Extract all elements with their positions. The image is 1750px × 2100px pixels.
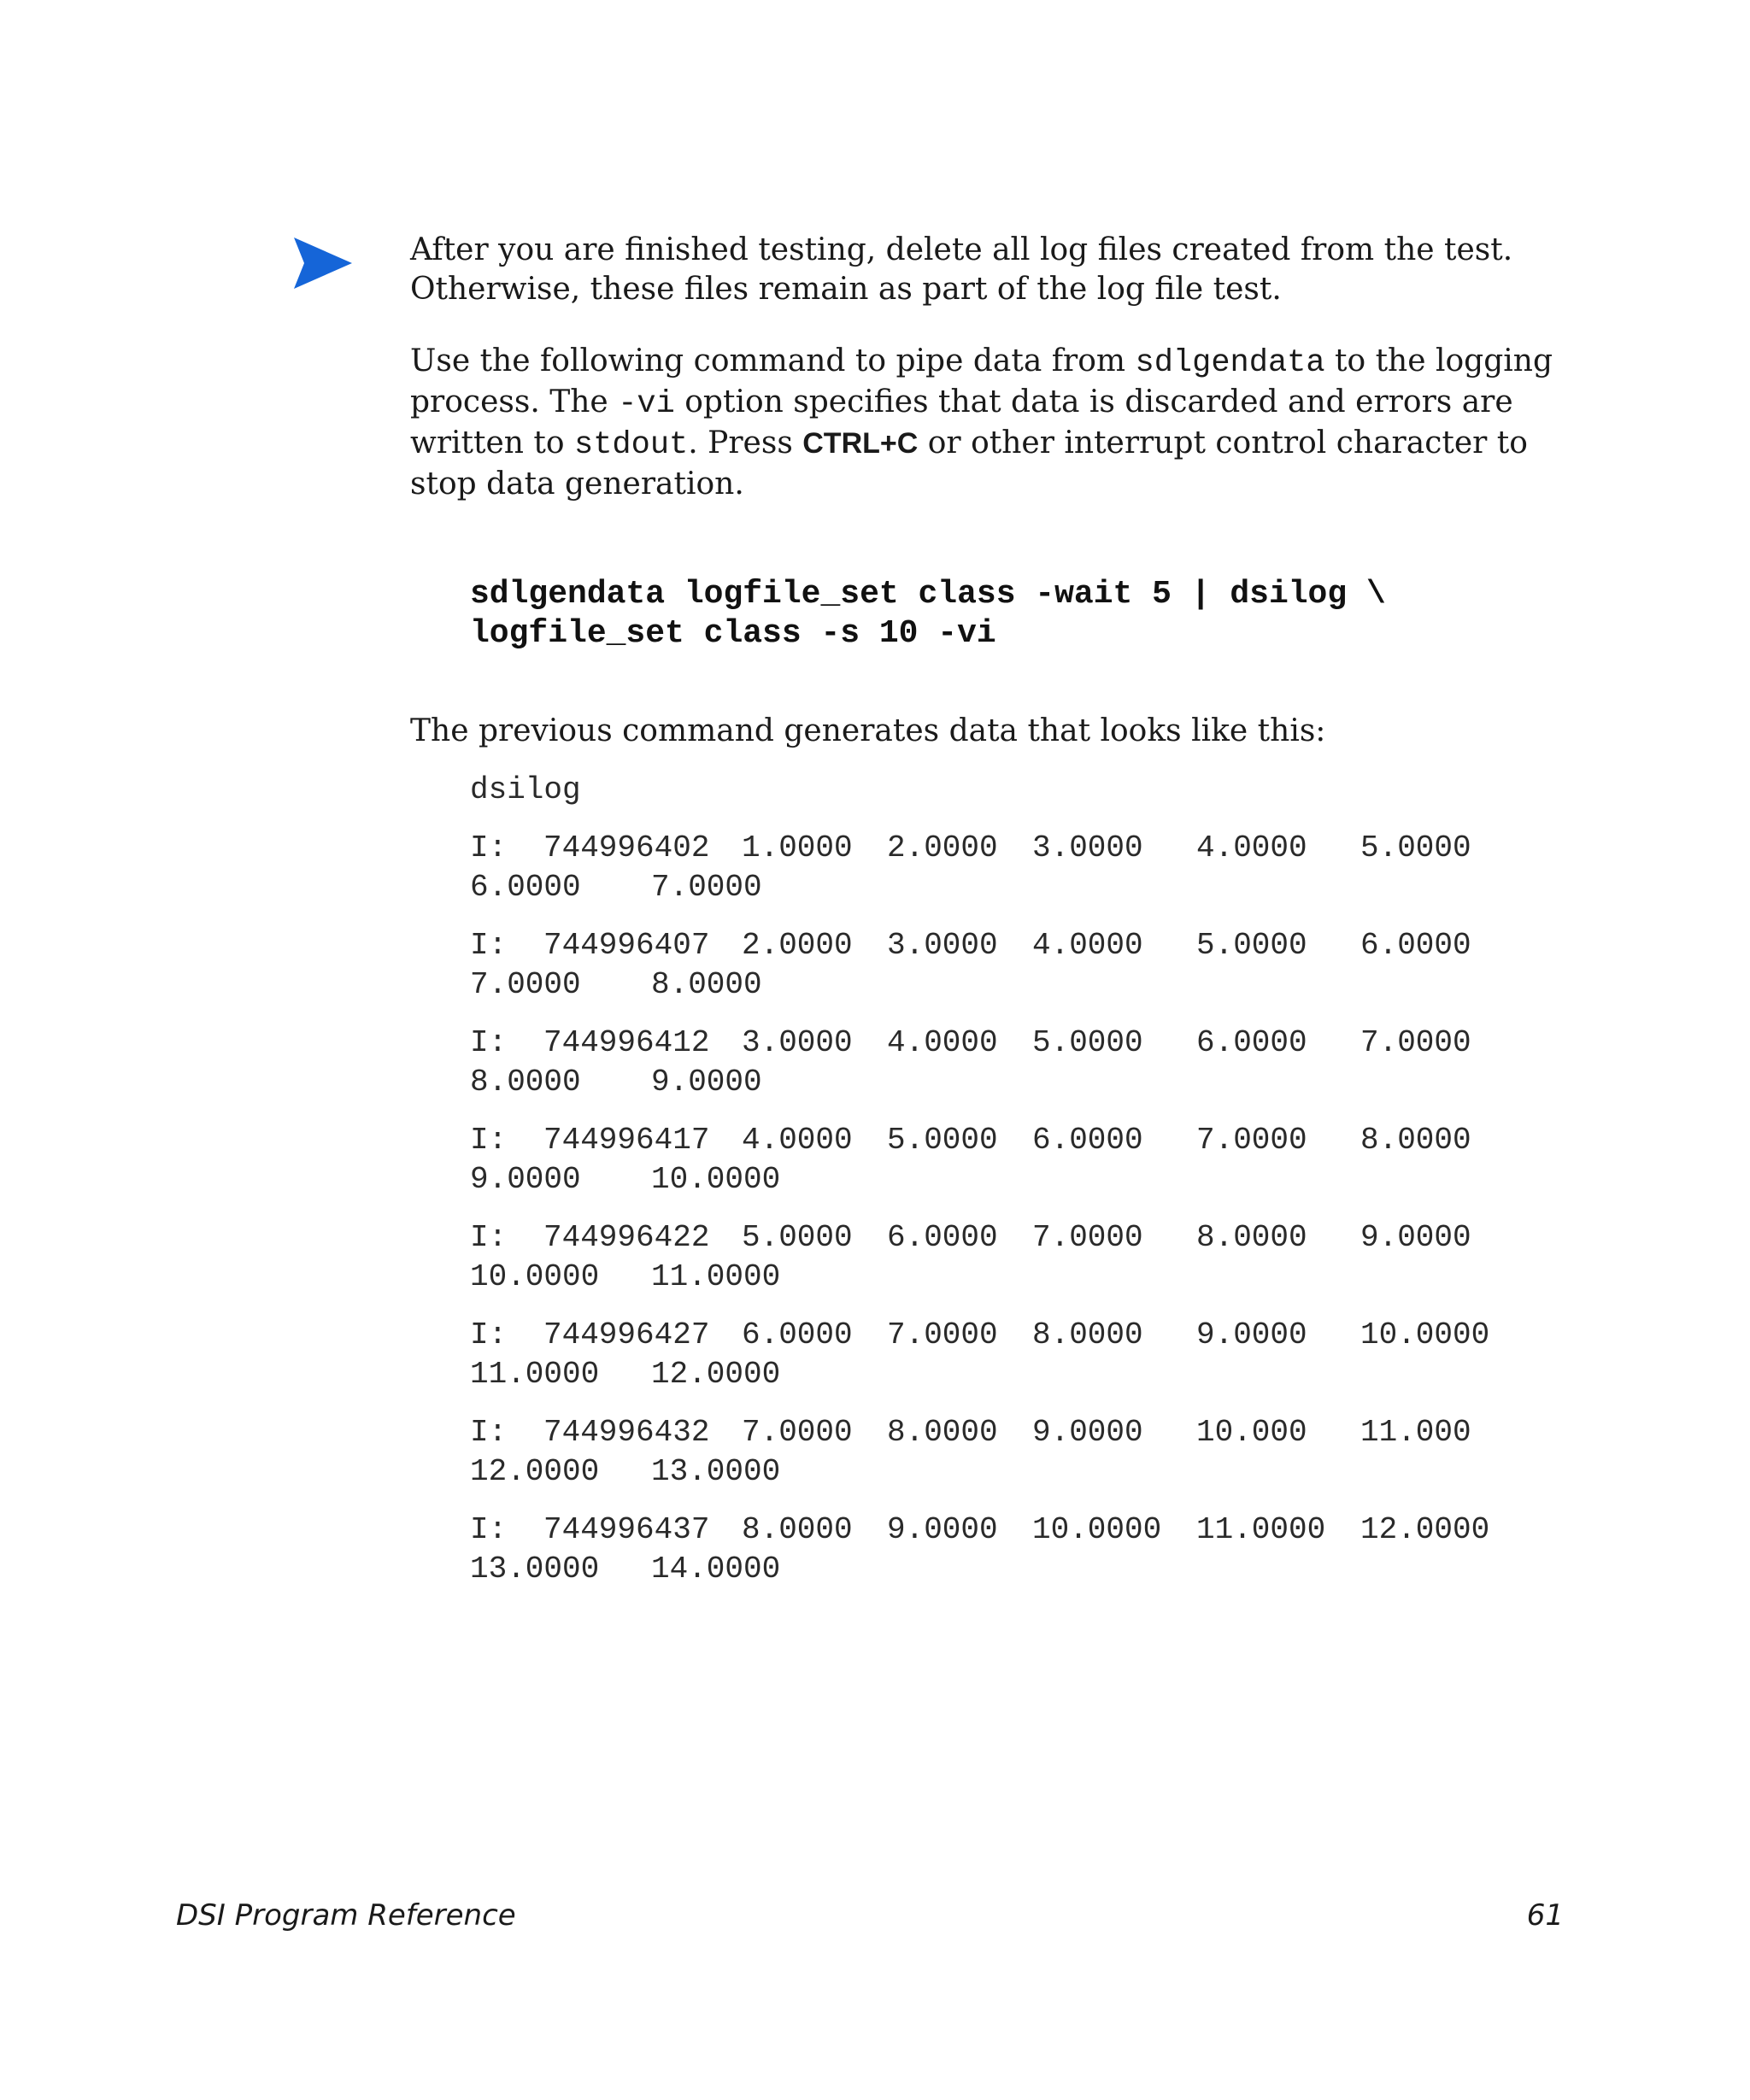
row-value: 9.0000: [1032, 1415, 1143, 1450]
row-value: 12.0000: [1360, 1512, 1490, 1547]
row-id: 744996402: [543, 830, 710, 865]
row-value: 5.0000: [887, 1123, 998, 1158]
row-value: 8.0000: [651, 967, 762, 1002]
row-value: 7.0000: [742, 1415, 853, 1450]
row-value: 5.0000: [742, 1220, 853, 1255]
row-id: 744996412: [543, 1025, 710, 1060]
output-row: [470, 829, 1615, 907]
row-value: 7.0000: [470, 967, 581, 1002]
output-row: [470, 1218, 1615, 1297]
row-label: I:: [470, 1317, 508, 1352]
row-label: I:: [470, 1415, 508, 1450]
row-value: 9.0000: [651, 1065, 762, 1100]
row-value: 2.0000: [887, 830, 998, 865]
intro-text: option specifies that data is discarded and errors are written to: [410, 384, 1513, 460]
row-id: 744996417: [543, 1123, 710, 1158]
row-value: 9.0000: [887, 1512, 998, 1547]
output-row: [470, 1413, 1615, 1492]
row-value: 9.0000: [1196, 1317, 1307, 1352]
row-value: 10.0000: [470, 1259, 600, 1294]
arrow-icon: [294, 238, 352, 289]
row-value: 6.0000: [887, 1220, 998, 1255]
row-value: 7.0000: [1360, 1025, 1471, 1060]
row-label: I:: [470, 830, 508, 865]
intro-text: to the logging process. The: [410, 343, 1553, 419]
row-id: 744996432: [543, 1415, 710, 1450]
row-value: 8.0000: [470, 1065, 581, 1100]
row-value: 9.0000: [470, 1162, 581, 1197]
row-value: 5.0000: [1196, 928, 1307, 963]
row-id: 744996437: [543, 1512, 710, 1547]
intro-text: or other interrupt control character to stop data generation.: [410, 425, 1528, 502]
row-value: 6.0000: [1360, 928, 1471, 963]
output-row: [470, 1510, 1615, 1589]
row-value: 10.0000: [1032, 1512, 1162, 1547]
row-value: 3.0000: [742, 1025, 853, 1060]
row-value: 4.0000: [1196, 830, 1307, 865]
row-value: 6.0000: [1032, 1123, 1143, 1158]
row-value: 11.0000: [651, 1259, 781, 1294]
row-value: 4.0000: [742, 1123, 853, 1158]
intro-paragraph: [410, 342, 1598, 504]
row-label: I:: [470, 1123, 508, 1158]
intro-text: . Press: [688, 425, 803, 460]
row-value: 8.0000: [1196, 1220, 1307, 1255]
row-value: 11.000: [1360, 1415, 1471, 1450]
row-value: 6.0000: [470, 870, 581, 905]
code-vi-option: -vi: [618, 386, 675, 422]
command-line: logfile_set class -s 10 -vi: [470, 615, 996, 652]
row-value: 10.0000: [651, 1162, 781, 1197]
row-value: 7.0000: [887, 1317, 998, 1352]
row-value: 3.0000: [1032, 830, 1143, 865]
row-value: 9.0000: [1360, 1220, 1471, 1255]
command-block: [470, 575, 1386, 654]
row-value: 12.0000: [470, 1454, 600, 1489]
row-value: 6.0000: [742, 1317, 853, 1352]
row-id: 744996407: [543, 928, 710, 963]
row-value: 8.0000: [742, 1512, 853, 1547]
row-value: 8.0000: [1032, 1317, 1143, 1352]
row-value: 4.0000: [887, 1025, 998, 1060]
row-value: 11.0000: [1196, 1512, 1326, 1547]
row-label: I:: [470, 1025, 508, 1060]
row-value: 6.0000: [1196, 1025, 1307, 1060]
row-label: I:: [470, 1220, 508, 1255]
row-value: 12.0000: [651, 1357, 781, 1392]
code-sdlgendata: sdlgendata: [1135, 345, 1325, 381]
output-row: [470, 1121, 1615, 1200]
row-value: 8.0000: [1360, 1123, 1471, 1158]
row-value: 10.0000: [1360, 1317, 1490, 1352]
row-value: 14.0000: [651, 1552, 781, 1587]
intro-text: Use the following command to pipe data from: [410, 343, 1136, 378]
row-value: 4.0000: [1032, 928, 1143, 963]
row-id: 744996422: [543, 1220, 710, 1255]
note-text: After you are finished testing, delete all log files created from the test. Otherwise, these files remain as part of the log file test.: [410, 232, 1513, 307]
row-value: 1.0000: [742, 830, 853, 865]
output-row: [470, 1316, 1615, 1394]
footer-title: DSI Program Reference: [176, 1898, 516, 1933]
row-value: 2.0000: [742, 928, 853, 963]
row-id: 744996427: [543, 1317, 710, 1352]
output-row: [470, 1024, 1615, 1102]
output-header: dsilog: [470, 772, 581, 807]
row-value: 3.0000: [887, 928, 998, 963]
row-value: 10.000: [1196, 1415, 1307, 1450]
command-line: sdlgendata logfile_set class -wait 5 | dsilog \: [470, 576, 1386, 613]
key-ctrl-c: CTRL+C: [802, 427, 919, 460]
row-value: 7.0000: [1196, 1123, 1307, 1158]
row-value: 11.0000: [470, 1357, 600, 1392]
output-intro: The previous command generates data that looks like this:: [410, 713, 1326, 748]
row-value: 8.0000: [887, 1415, 998, 1450]
page-number: 61: [1526, 1898, 1564, 1933]
row-value: 13.0000: [651, 1454, 781, 1489]
row-value: 13.0000: [470, 1552, 600, 1587]
row-label: I:: [470, 1512, 508, 1547]
row-value: 7.0000: [1032, 1220, 1143, 1255]
row-value: 5.0000: [1032, 1025, 1143, 1060]
row-value: 5.0000: [1360, 830, 1471, 865]
row-label: I:: [470, 928, 508, 963]
output-row: [470, 926, 1615, 1005]
row-value: 7.0000: [651, 870, 762, 905]
code-stdout: stdout: [574, 427, 689, 463]
